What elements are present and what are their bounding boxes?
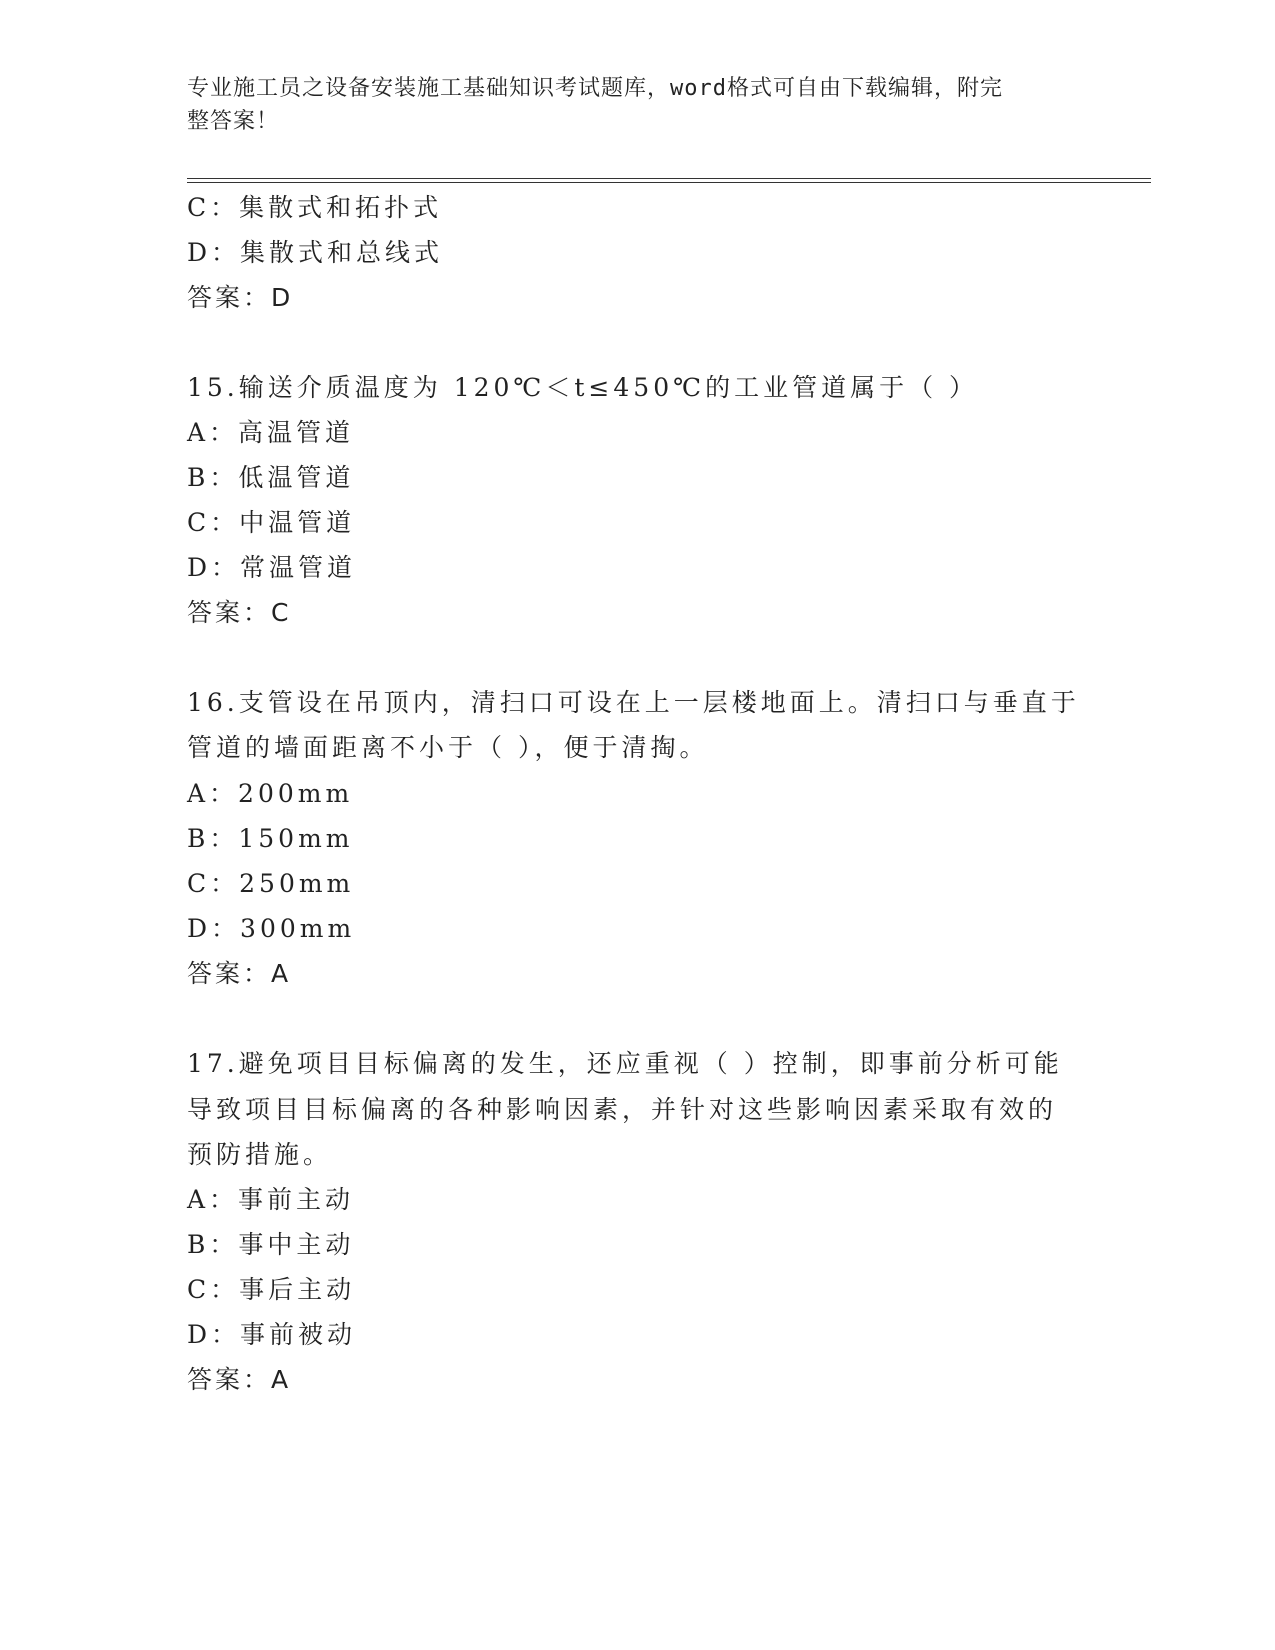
q15-option-d: D：常温管道 bbox=[187, 553, 357, 582]
q16-option-b: B：150mm bbox=[187, 824, 354, 853]
q15-question: 15.输送介质温度为 120℃＜t≤450℃的工业管道属于（ ） bbox=[187, 373, 979, 402]
q14-option-d: D：集散式和总线式 bbox=[187, 238, 444, 267]
q15-option-b: B：低温管道 bbox=[187, 463, 355, 492]
q16-question-line-2: 管道的墙面距离不小于（ ），便于清掏。 bbox=[187, 733, 709, 762]
q16-answer: 答案：A bbox=[187, 959, 292, 988]
q17-option-c: C：事后主动 bbox=[187, 1275, 356, 1304]
q15-option-c: C：中温管道 bbox=[187, 508, 356, 537]
q17-question-line-2: 导致项目目标偏离的各种影响因素，并针对这些影响因素采取有效的 bbox=[187, 1095, 1058, 1124]
q16-option-a: A：200mm bbox=[187, 779, 354, 808]
q14-answer: 答案：D bbox=[187, 283, 294, 312]
header-divider-bottom bbox=[187, 182, 1151, 183]
q16-option-d: D：300mm bbox=[187, 914, 356, 943]
q17-option-a: A：事前主动 bbox=[187, 1185, 355, 1214]
header-line-1: 专业施工员之设备安装施工基础知识考试题库，word格式可自由下载编辑，附完 bbox=[187, 76, 1003, 101]
q15-answer: 答案：C bbox=[187, 598, 292, 627]
q16-option-c: C：250mm bbox=[187, 869, 355, 898]
q17-question-line-1: 17.避免项目目标偏离的发生，还应重视（ ）控制，即事前分析可能 bbox=[187, 1049, 1063, 1078]
q17-question-line-3: 预防措施。 bbox=[187, 1140, 333, 1169]
q15-option-a: A：高温管道 bbox=[187, 418, 355, 447]
document-header bbox=[187, 72, 1067, 138]
header-divider-top bbox=[187, 178, 1151, 179]
q17-option-b: B：事中主动 bbox=[187, 1230, 355, 1259]
q14-option-c: C：集散式和拓扑式 bbox=[187, 193, 443, 222]
q17-answer: 答案：A bbox=[187, 1365, 292, 1394]
q16-question-line-1: 16.支管设在吊顶内，清扫口可设在上一层楼地面上。清扫口与垂直于 bbox=[187, 688, 1080, 717]
q17-option-d: D：事前被动 bbox=[187, 1320, 357, 1349]
header-line-2: 整答案！ bbox=[187, 109, 280, 134]
